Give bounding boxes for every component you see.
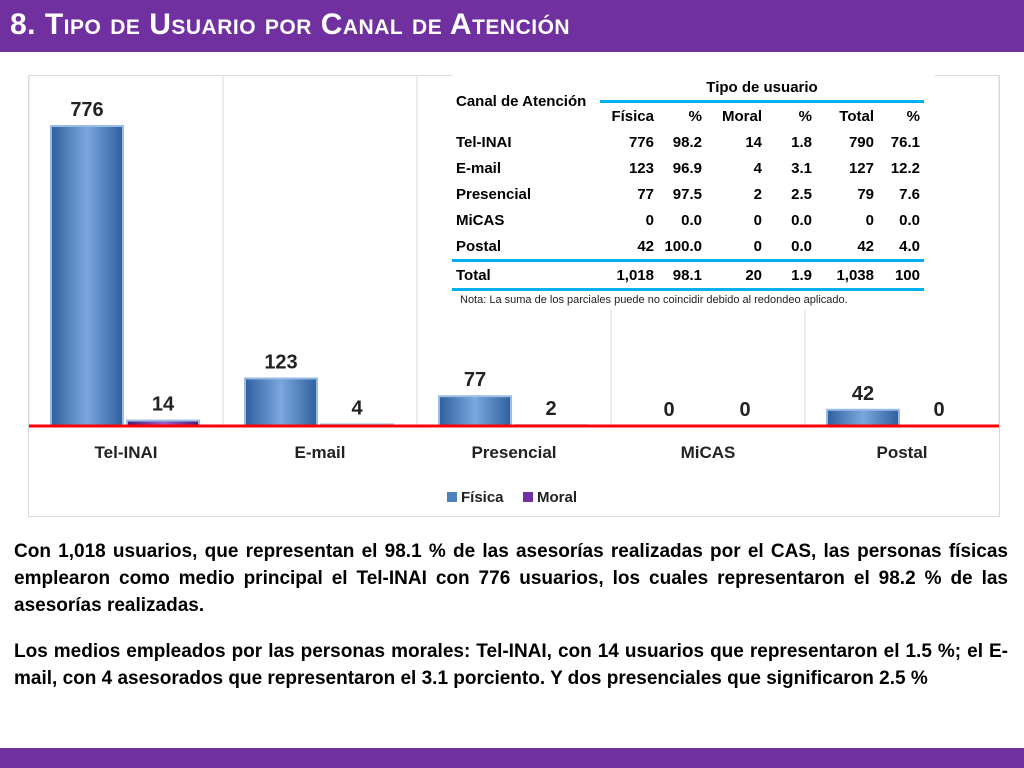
data-table-panel bbox=[452, 74, 935, 310]
table-note: Nota: La suma de los parciales puede no coincidir debido al redondeo aplicado. bbox=[460, 294, 848, 306]
table-cell: 776 bbox=[628, 133, 654, 151]
table-total-row bbox=[452, 261, 924, 290]
slide-title: 8. Tipo de Usuario por Canal de Atención bbox=[10, 8, 571, 41]
table-cell: 0 bbox=[645, 211, 654, 229]
table-cell: 42 bbox=[600, 233, 658, 261]
category-label: E-mail bbox=[294, 443, 346, 462]
table-cell: 0 bbox=[753, 211, 762, 229]
col-header: Física bbox=[611, 107, 654, 125]
table-cell: 2.5 bbox=[791, 185, 812, 203]
col-header: % bbox=[688, 107, 702, 125]
table-cell: 1,038 bbox=[816, 261, 878, 290]
table-cell: 4 bbox=[753, 159, 762, 177]
col-header: % bbox=[798, 107, 812, 125]
category-label: MiCAS bbox=[680, 443, 736, 462]
row-label: E-mail bbox=[456, 159, 502, 177]
table-cell: 20 bbox=[706, 261, 766, 290]
legend-swatch bbox=[447, 492, 457, 502]
table-cell: 1.8 bbox=[791, 133, 812, 151]
row-label: MiCAS bbox=[456, 211, 505, 229]
col-header: Moral bbox=[721, 107, 762, 125]
data-label: 2 bbox=[545, 398, 557, 421]
table-cell: 7.6 bbox=[899, 185, 920, 203]
table-cell: 0 bbox=[865, 211, 874, 229]
table-cell: 42 bbox=[816, 233, 878, 261]
row-label: Tel-INAI bbox=[456, 133, 512, 151]
bar-fisica bbox=[245, 378, 317, 426]
paragraph: Con 1,018 usuarios, que representan el 98.1 % de las asesorías realizadas por el CAS, las personas físicas emplearon como medio principal el Tel-INAI con 776 usuarios, los cuales representaron el 98.2 % de las asesorías realizadas. bbox=[14, 541, 1008, 616]
table-row bbox=[452, 181, 924, 207]
category-label: Presencial bbox=[471, 443, 557, 462]
data-label: 14 bbox=[151, 393, 175, 416]
table-cell: 790 bbox=[848, 133, 874, 151]
table-cell: 0.0 bbox=[766, 233, 816, 261]
data-label: 4 bbox=[351, 397, 363, 420]
bar-fisica bbox=[51, 126, 123, 426]
data-label: 776 bbox=[70, 99, 104, 121]
title-bar bbox=[0, 0, 1024, 52]
legend-label: Física bbox=[461, 489, 504, 506]
table-row bbox=[452, 207, 924, 233]
bar-fisica bbox=[439, 396, 511, 426]
data-label: 123 bbox=[264, 351, 298, 374]
table-cell: 100.0 bbox=[658, 233, 706, 261]
data-label: 42 bbox=[851, 382, 875, 405]
group-header: Tipo de usuario bbox=[600, 74, 924, 102]
table-row bbox=[452, 155, 924, 181]
table-cell: 0.0 bbox=[791, 211, 812, 229]
table-cell: 98.2 bbox=[672, 133, 702, 151]
table-cell: 1.9 bbox=[766, 261, 816, 290]
row-label: Postal bbox=[452, 233, 600, 261]
table-row bbox=[452, 129, 924, 155]
row-header: Canal de Atención bbox=[456, 93, 587, 110]
table-cell: 1,018 bbox=[600, 261, 658, 290]
bottom-bar bbox=[0, 748, 1024, 768]
row-label: Total bbox=[452, 261, 600, 290]
legend-label: Moral bbox=[537, 489, 578, 506]
row-label: Presencial bbox=[456, 185, 532, 203]
table-cell: 96.9 bbox=[672, 159, 702, 177]
category-label: Postal bbox=[876, 443, 928, 462]
table-cell: 98.1 bbox=[658, 261, 706, 290]
body-text bbox=[14, 538, 1008, 711]
table-cell: 97.5 bbox=[672, 185, 702, 203]
data-label: 0 bbox=[739, 399, 751, 421]
table-row bbox=[452, 233, 924, 261]
table-header-row-1 bbox=[452, 74, 924, 102]
table-cell: 14 bbox=[745, 133, 762, 151]
data-table bbox=[452, 74, 924, 291]
bar-fisica bbox=[827, 410, 899, 426]
table-cell: 0 bbox=[706, 233, 766, 261]
table-cell: 79 bbox=[857, 185, 874, 203]
col-header: Total bbox=[839, 107, 874, 125]
table-cell: 77 bbox=[637, 185, 654, 203]
paragraph: Los medios empleados por las personas morales: Tel-INAI, con 14 usuarios que representaron el 1.5 %; el E-mail, con 4 asesorados que representaron el 3.1 porciento. Y dos presenciales que significaron 2.5 % bbox=[14, 641, 1008, 689]
legend-swatch bbox=[523, 492, 533, 502]
table-cell: 123 bbox=[628, 159, 654, 177]
data-label: 0 bbox=[933, 399, 945, 421]
table-cell: 0.0 bbox=[899, 211, 920, 229]
table-cell: 12.2 bbox=[890, 159, 920, 177]
table-cell: 2 bbox=[753, 185, 762, 203]
col-header: % bbox=[906, 107, 920, 125]
table-cell: 100 bbox=[878, 261, 924, 290]
table-cell: 127 bbox=[848, 159, 874, 177]
table-cell: 76.1 bbox=[890, 133, 920, 151]
category-label: Tel-INAI bbox=[94, 443, 158, 462]
data-label: 0 bbox=[663, 399, 675, 421]
table-cell: 3.1 bbox=[791, 159, 812, 177]
table-cell: 4.0 bbox=[878, 233, 924, 261]
table-cell: 0.0 bbox=[681, 211, 702, 229]
data-label: 77 bbox=[463, 369, 487, 392]
